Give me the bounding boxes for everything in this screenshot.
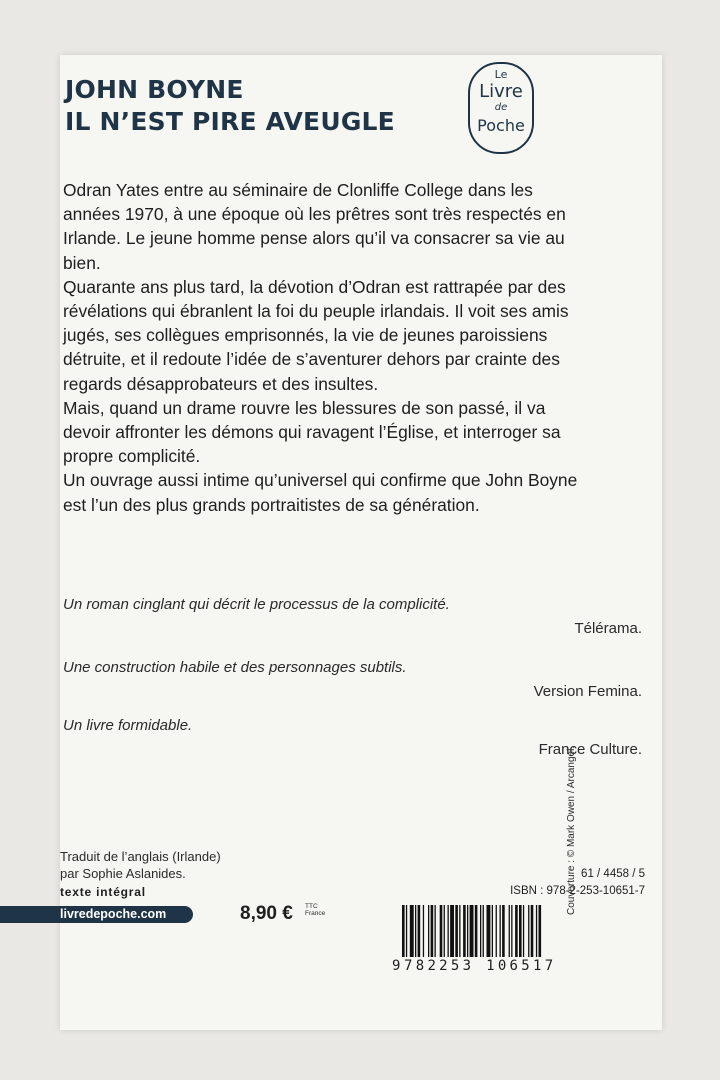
barcode-bar: [444, 905, 445, 957]
press-quote-2: Une construction habile et des personnages subtils.: [63, 659, 407, 676]
barcode-bar: [406, 905, 407, 957]
book-title: IL N’EST PIRE AVEUGLE: [65, 107, 395, 136]
barcode-bars: [402, 905, 582, 960]
barcode-bar: [463, 905, 466, 957]
logo-text-livre: Livre: [479, 81, 523, 102]
barcode-bar: [531, 905, 534, 957]
logo-text-le: Le: [494, 68, 508, 81]
barcode-bar: [423, 905, 424, 957]
summary-paragraph-3: Mais, quand un drame rouvre les blessures de son passé, il va devoir affronter les démons qui ravagent l’Église, et interroger sa propre complicité.: [63, 397, 561, 467]
translator-line-2: par Sophie Aslanides.: [60, 866, 186, 881]
barcode-bar: [448, 905, 449, 957]
summary-paragraph-4: Un ouvrage aussi intime qu’universel qui confirme que John Boyne est l’un des plus grands portraitistes de sa génération.: [63, 470, 578, 515]
barcode-bar: [500, 905, 501, 957]
barcode-bar: [539, 905, 542, 957]
barcode-bar: [487, 905, 491, 957]
publisher-logo: [468, 62, 534, 154]
author-name: JOHN BOYNE: [65, 75, 244, 104]
barcode-bar: [455, 905, 458, 957]
translator-line-1: Traduit de l’anglais (Irlande): [60, 849, 221, 864]
barcode-bar: [496, 905, 497, 957]
barcode-bar: [502, 905, 505, 957]
barcode-bar: [450, 905, 454, 957]
barcode-bar: [483, 905, 484, 957]
barcode-bar: [418, 905, 421, 957]
barcode-bar: [410, 905, 414, 957]
price: 8,90 €: [240, 903, 293, 924]
integral-text-label: texte intégral: [60, 885, 146, 899]
price-note-ttc: TTC: [305, 903, 318, 910]
press-quote-2-source: Version Femina.: [533, 683, 642, 700]
translator-credit: [60, 848, 221, 882]
barcode-bar: [470, 905, 474, 957]
barcode-bar: [536, 905, 537, 957]
barcode-bar: [428, 905, 429, 957]
logo-text-poche: Poche: [477, 116, 525, 135]
price-note: [305, 903, 325, 917]
barcode-bar: [492, 905, 493, 957]
summary-paragraph-2: Quarante ans plus tard, la dévotion d’Odran est rattrapée par des révélations qui ébranlent la foi du peuple irlandais. Il voit ses amis jugés, ses collègues emprisonnés, la vie de jeunes paroissiens détruite, et il redoute l’idée de s’aventurer dehors par crainte des regards désapprobateurs et des insultes.: [63, 276, 569, 394]
barcode-bar: [519, 905, 522, 957]
barcode-bar: [511, 905, 512, 957]
barcode-bar: [431, 905, 434, 957]
logo-text-de: de: [494, 102, 508, 113]
website-link[interactable]: livredepoche.com: [0, 906, 193, 923]
price-note-country: France: [305, 910, 326, 917]
cover-credit: Couverture : © Mark Owen / Arcangel.: [566, 745, 577, 915]
barcode-bar: [480, 905, 481, 957]
barcode-bar: [528, 905, 529, 957]
barcode: [392, 905, 587, 975]
barcode-bar: [459, 905, 460, 957]
barcode-bar: [467, 905, 468, 957]
barcode-first-digit: 9: [392, 958, 401, 974]
barcode-bar: [475, 905, 478, 957]
barcode-bar: [435, 905, 436, 957]
barcode-bar: [523, 905, 524, 957]
barcode-bar: [509, 905, 510, 957]
summary-paragraph-1: Odran Yates entre au séminaire de Clonliffe College dans les années 1970, à une époque où les prêtres sont très respectés en Irlande. Le jeune homme pense alors qu’il va consacrer sa vie au bien.: [63, 180, 566, 273]
press-quote-3-source: France Culture.: [538, 741, 642, 758]
press-quote-3: Un livre formidable.: [63, 717, 193, 734]
internal-code: 61 / 4458 / 5: [581, 868, 645, 880]
isbn-number: ISBN : 978-2-253-10651-7: [510, 885, 645, 897]
barcode-bar: [440, 905, 443, 957]
barcode-bar: [515, 905, 518, 957]
press-quote-1: Un roman cinglant qui décrit le processus de la complicité.: [63, 596, 450, 613]
press-quote-1-source: Télérama.: [574, 620, 642, 637]
book-summary: [63, 178, 583, 517]
barcode-bar: [415, 905, 416, 957]
barcode-digits: 782253 106517: [404, 958, 557, 974]
barcode-bar: [402, 905, 405, 957]
